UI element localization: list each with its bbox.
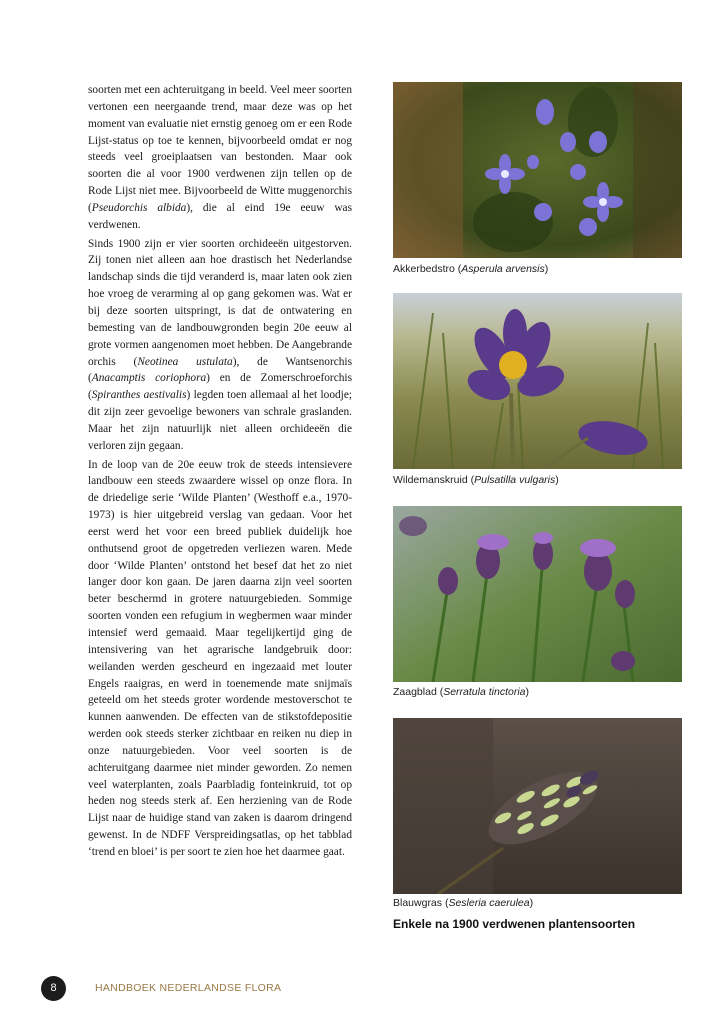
latin-name: Pseudorchis albida	[91, 201, 187, 214]
caption-latin: Serratula tinctoria	[443, 686, 526, 698]
caption-akkerbedstro: Akkerbedstro (Asperula arvensis)	[393, 263, 549, 275]
text-run: ) legden toen allemaal al het loodje; dit zijn zeer gevoelige bewoners van schrale graslanden. Maar het zijn natuurlijk niet alleen orchideeën die verloren zijn gegaan.	[88, 389, 353, 452]
text-run: ), de Wantsenorchis (	[88, 355, 352, 385]
caption-name: Blauwgras	[393, 897, 443, 909]
text-run: soorten met een achteruitgang in beeld. Veel meer soorten vertonen een neergaande trend, maar deze was op het moment van evaluatie niet ernstig genoeg om er een Rode Lijst-status op toe te kennen, bijvoorbeeld omdat er nog steeds veel groeiplaatsen van bestonden. Maar ook soorten die al voor 1900 verdwenen zijn tellen op de Rode Lijst niet mee. Bijvoorbeeld de Witte muggenorchis (	[88, 84, 352, 214]
latin-name: Neotinea ustulata	[137, 355, 233, 368]
photo-blauwgras	[393, 718, 682, 894]
photo-akkerbedstro	[393, 82, 682, 258]
text-run: ), die al eind 19e eeuw was verdwenen.	[88, 201, 352, 231]
paragraph	[88, 457, 352, 861]
figure-title: Enkele na 1900 verdwenen plantensoorten	[393, 917, 636, 931]
caption-latin: Sesleria caerulea	[448, 897, 530, 909]
text-run: Sinds 1900 zijn er vier soorten orchideeën uitgestorven. Zij tonen niet alleen aan hoe drastisch het Nederlandse landschap sinds die tijd veranderd is, maar laten ook zien hoe vroeg de verarming al op gang gekomen was. Wat er bij deze soorten uitspringt, is dat de ontwatering en bemesting van de landbouwgronden begin 20e eeuw al grote vormen aangenomen moet hebben. De Aangebrande orchis (	[88, 237, 352, 368]
latin-name: Anacamptis coriophora	[91, 372, 207, 385]
caption-name: Wildemanskruid	[393, 474, 468, 486]
caption-name: Akkerbedstro	[393, 263, 455, 275]
paragraph	[88, 236, 352, 455]
caption-zaagblad: Zaagblad (Serratula tinctoria)	[393, 686, 530, 698]
caption-name: Zaagblad	[393, 686, 437, 698]
text-run: ) en de Zomerschroeforchis (	[88, 372, 352, 402]
caption-latin: Pulsatilla vulgaris	[474, 474, 556, 486]
page-number: 8	[41, 976, 66, 1001]
body-text	[88, 82, 352, 861]
latin-name: Spiranthes aestivalis	[91, 389, 187, 402]
caption-blauwgras: Blauwgras (Sesleria caerulea)	[393, 897, 534, 909]
photo-wildemanskruid	[393, 293, 682, 469]
photo-zaagblad	[393, 506, 682, 682]
paragraph	[88, 82, 352, 234]
caption-latin: Asperula arvensis	[461, 263, 545, 275]
caption-wildemanskruid: Wildemanskruid (Pulsatilla vulgaris)	[393, 474, 559, 486]
text-run: In de loop van de 20e eeuw trok de steeds intensievere landbouw een steeds zwaardere wissel op onze flora. In de driedelige serie ‘Wilde Planten’ (Westhoff e.a., 1970-1973) is hier uitgebreid verslag van gedaan. Voor het eerst werd het voor een breed publiek duidelijk hoe onthutsend groot de opgetreden verliezen waren. Mede door ‘Wilde Planten’ ontstond het besef dat het zo niet langer door kon gaan. De jaren daarna zijn veel soorten beter beschermd in grotere natuurgebieden. Sommige soorten vonden een refugium in wegbermen waar minder intensief werd gemaaid. Maar tegelijkertijd ging de intensivering van het agrarische landgebruik door: weilanden werden gescheurd en ingezaaid met louter Engels raaigras, en werd in toenemende mate snijmaïs geteeld om het steeds groter wordende mestoverschot te kunnen aanwenden. De effecten van de stikstofdepositie werden ook steeds sterker zichtbaar en reiken nu diep in onze natuurgebieden. Voor veel soorten is de achteruitgang daarmee niet minder geworden. Zo nemen veel waterplanten, zoals Paarbladig fonteinkruid, tot op heden nog steeds sterk af. Een herziening van de Rode Lijst naar de huidige stand van zaken is daarom dringend gewenst. In de NDFF Verspreidingsatlas, op het tabblad ‘trend en bloei’ is per soort te zien hoe het daarmee gaat.	[88, 458, 352, 858]
running-head: HANDBOEK NEDERLANDSE FLORA	[95, 982, 282, 994]
